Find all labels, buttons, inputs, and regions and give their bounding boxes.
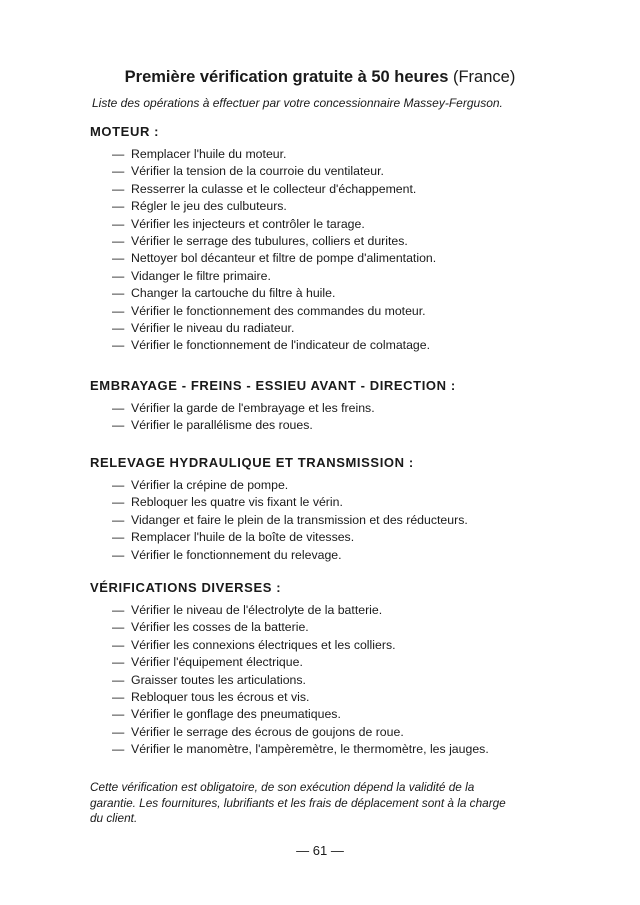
footer-note-line: garantie. Les fournitures, lubrifiants et les frais de déplacement sont à la charge	[90, 795, 506, 810]
section-list-moteur	[112, 146, 436, 355]
dash-bullet: —	[112, 199, 125, 214]
list-item: — Vérifier les injecteurs et contrôler le tarage.	[112, 216, 436, 233]
list-item: — Vidanger le filtre primaire.	[112, 268, 436, 285]
list-item: — Nettoyer bol décanteur et filtre de pompe d'alimentation.	[112, 250, 436, 267]
dash-bullet: —	[112, 303, 125, 318]
list-item: — Vérifier le parallélisme des roues.	[112, 417, 375, 434]
dash-bullet: —	[112, 268, 125, 283]
dash-bullet: —	[112, 418, 125, 433]
dash-bullet: —	[112, 742, 125, 757]
footer-note	[90, 780, 560, 827]
dash-bullet: —	[112, 707, 125, 722]
list-item: — Vérifier le niveau du radiateur.	[112, 320, 436, 337]
page-number: — 61 —	[296, 843, 344, 858]
list-item: — Vérifier les cosses de la batterie.	[112, 619, 489, 636]
section-list-embrayage	[112, 400, 375, 435]
dash-bullet: —	[112, 672, 125, 687]
page-title-main: Première vérification gratuite à 50 heures	[124, 68, 449, 86]
list-item: — Rebloquer les quatre vis fixant le vérin.	[112, 494, 468, 511]
list-item: — Vérifier le serrage des tubulures, colliers et durites.	[112, 233, 436, 250]
section-heading-verifications-diverses: VÉRIFICATIONS DIVERSES :	[90, 580, 282, 595]
list-item: — Vérifier le niveau de l'électrolyte de la batterie.	[112, 602, 489, 619]
section-list-relevage	[112, 477, 468, 564]
list-item: — Vérifier la garde de l'embrayage et les freins.	[112, 400, 375, 417]
dash-bullet: —	[112, 251, 125, 266]
dash-bullet: —	[112, 689, 125, 704]
dash-bullet: —	[112, 655, 125, 670]
dash-bullet: —	[112, 724, 125, 739]
list-item: — Vidanger et faire le plein de la transmission et des réducteurs.	[112, 512, 468, 529]
list-item: — Changer la cartouche du filtre à huile.	[112, 285, 436, 302]
dash-bullet: —	[112, 547, 125, 562]
dash-bullet: —	[112, 495, 125, 510]
list-item: — Vérifier le gonflage des pneumatiques.	[112, 706, 489, 723]
dash-bullet: —	[112, 181, 125, 196]
list-item: — Remplacer l'huile de la boîte de vitesses.	[112, 529, 468, 546]
list-item: — Vérifier l'équipement électrique.	[112, 654, 489, 671]
section-heading-embrayage: EMBRAYAGE - FREINS - ESSIEU AVANT - DIRECTION :	[90, 378, 456, 393]
section-heading-relevage: RELEVAGE HYDRAULIQUE ET TRANSMISSION :	[90, 455, 414, 470]
list-item: — Vérifier le fonctionnement des commandes du moteur.	[112, 303, 436, 320]
list-item: — Vérifier la tension de la courroie du ventilateur.	[112, 163, 436, 180]
dash-bullet: —	[112, 233, 125, 248]
section-heading-moteur: MOTEUR :	[90, 124, 160, 139]
list-item: — Vérifier le fonctionnement de l'indicateur de colmatage.	[112, 337, 436, 354]
page-title	[0, 66, 640, 88]
dash-bullet: —	[112, 603, 125, 617]
dash-bullet: —	[112, 530, 125, 545]
page-title-region: (France)	[452, 68, 516, 86]
dash-bullet: —	[112, 147, 125, 161]
footer-note-line: Cette vérification est obligatoire, de son exécution dépend la validité de la	[90, 780, 475, 794]
dash-bullet: —	[112, 320, 125, 335]
list-item: — Vérifier le fonctionnement du relevage.	[112, 547, 468, 564]
dash-bullet: —	[112, 478, 125, 492]
list-item: — Vérifier la crépine de pompe.	[112, 477, 468, 494]
dash-bullet: —	[112, 637, 125, 652]
footer-note-line: du client.	[90, 811, 138, 825]
list-item: — Régler le jeu des culbuteurs.	[112, 198, 436, 215]
dash-bullet: —	[112, 286, 125, 301]
section-list-verifications-diverses	[112, 602, 489, 759]
dash-bullet: —	[112, 620, 125, 635]
list-item: — Rebloquer tous les écrous et vis.	[112, 689, 489, 706]
list-item: — Resserrer la culasse et le collecteur d'échappement.	[112, 181, 436, 198]
dash-bullet: —	[112, 164, 125, 179]
dash-bullet: —	[112, 216, 125, 231]
list-item: — Vérifier le serrage des écrous de goujons de roue.	[112, 724, 489, 741]
list-item: — Vérifier le manomètre, l'ampèremètre, le thermomètre, les jauges.	[112, 741, 489, 758]
list-item: — Remplacer l'huile du moteur.	[112, 146, 436, 163]
dash-bullet: —	[112, 338, 125, 353]
dash-bullet: —	[112, 512, 125, 527]
page-subtitle: Liste des opérations à effectuer par votre concessionnaire Massey-Ferguson.	[92, 96, 503, 110]
list-item: — Vérifier les connexions électriques et les colliers.	[112, 637, 489, 654]
dash-bullet: —	[112, 401, 125, 415]
list-item: — Graisser toutes les articulations.	[112, 672, 489, 689]
